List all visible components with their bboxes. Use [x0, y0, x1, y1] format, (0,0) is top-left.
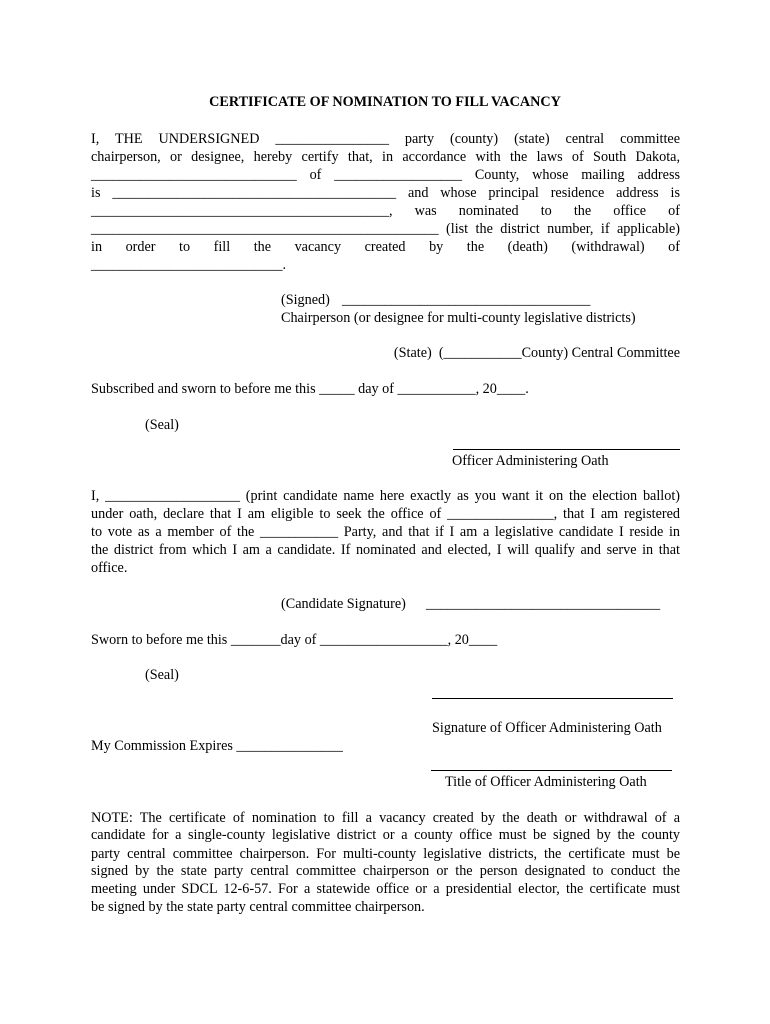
- seal-label-1: (Seal): [145, 417, 179, 433]
- note-line-3: party central committee chairperson. For multi-county legislative districts, the certificate must be: [91, 846, 680, 862]
- document-title: CERTIFICATE OF NOMINATION TO FILL VACANCY: [209, 94, 561, 110]
- declaration-line-1: I, ___________________ (print candidate name here exactly as you want it on the election ballot): [91, 488, 680, 504]
- officer-oath-label: Officer Administering Oath: [452, 453, 609, 469]
- note-line-6: be signed by the state party central committee chairperson.: [91, 899, 425, 915]
- certification-line-4: is ________________________________________ and whose principal residence address is: [91, 185, 680, 201]
- note-line-5: meeting under SDCL 12-6-57. For a statewide office or a presidential elector, the certificate must: [91, 881, 680, 897]
- candidate-signature-blank: _________________________________: [426, 596, 661, 612]
- declaration-line-4: the district from which I am a candidate. If nominated and elected, I will qualify and serve in that: [91, 542, 680, 558]
- officer-title-rule: [431, 770, 672, 771]
- certification-line-3: _____________________________ of __________________ County, whose mailing address: [91, 167, 680, 183]
- certification-line-2: chairperson, or designee, hereby certify that, in accordance with the laws of South Dakota,: [91, 149, 680, 165]
- certification-line-5: __________________________________________, was nominated to the office of: [91, 203, 680, 219]
- declaration-line-5: office.: [91, 560, 128, 576]
- certification-line-1: I, THE UNDERSIGNED ________________ party (county) (state) central committee: [91, 131, 680, 147]
- signed-label: (Signed): [281, 292, 330, 308]
- officer-signature-rule: [432, 698, 673, 699]
- certification-line-7: in order to fill the vacancy created by the (death) (withdrawal) of: [91, 239, 680, 255]
- officer-oath-signature-rule: [453, 449, 680, 450]
- certification-line-8: ___________________________.: [91, 257, 287, 273]
- subscribed-line: Subscribed and sworn to before me this _____ day of ___________, 20____.: [91, 381, 529, 397]
- commission-expires-line: My Commission Expires _______________: [91, 738, 343, 754]
- declaration-line-3: to vote as a member of the ___________ Party, and that if I am a legislative candidate I reside in: [91, 524, 680, 540]
- signed-blank: ___________________________________: [342, 292, 591, 308]
- certification-line-6: _________________________________________________ (list the district number, if applicable): [91, 221, 680, 237]
- declaration-line-2: under oath, declare that I am eligible to seek the office of _______________, that I am registered: [91, 506, 680, 522]
- note-line-4: signed by the state party central committee chairperson or the person designated to conduct the: [91, 863, 680, 879]
- note-line-1: NOTE: The certificate of nomination to fill a vacancy created by the death or withdrawal of a: [91, 810, 680, 826]
- officer-title-label: Title of Officer Administering Oath: [445, 774, 647, 790]
- candidate-signature-label: (Candidate Signature): [281, 596, 406, 612]
- chairperson-label: Chairperson (or designee for multi-county legislative districts): [281, 310, 636, 326]
- central-committee-line: (State) (___________County) Central Committee: [393, 345, 680, 361]
- sworn-line: Sworn to before me this _______day of __________________, 20____: [91, 632, 498, 648]
- note-line-2: candidate for a single-county legislative district or a county office must be signed by the county: [91, 827, 680, 843]
- officer-signature-label: Signature of Officer Administering Oath: [432, 720, 662, 736]
- seal-label-2: (Seal): [145, 667, 179, 683]
